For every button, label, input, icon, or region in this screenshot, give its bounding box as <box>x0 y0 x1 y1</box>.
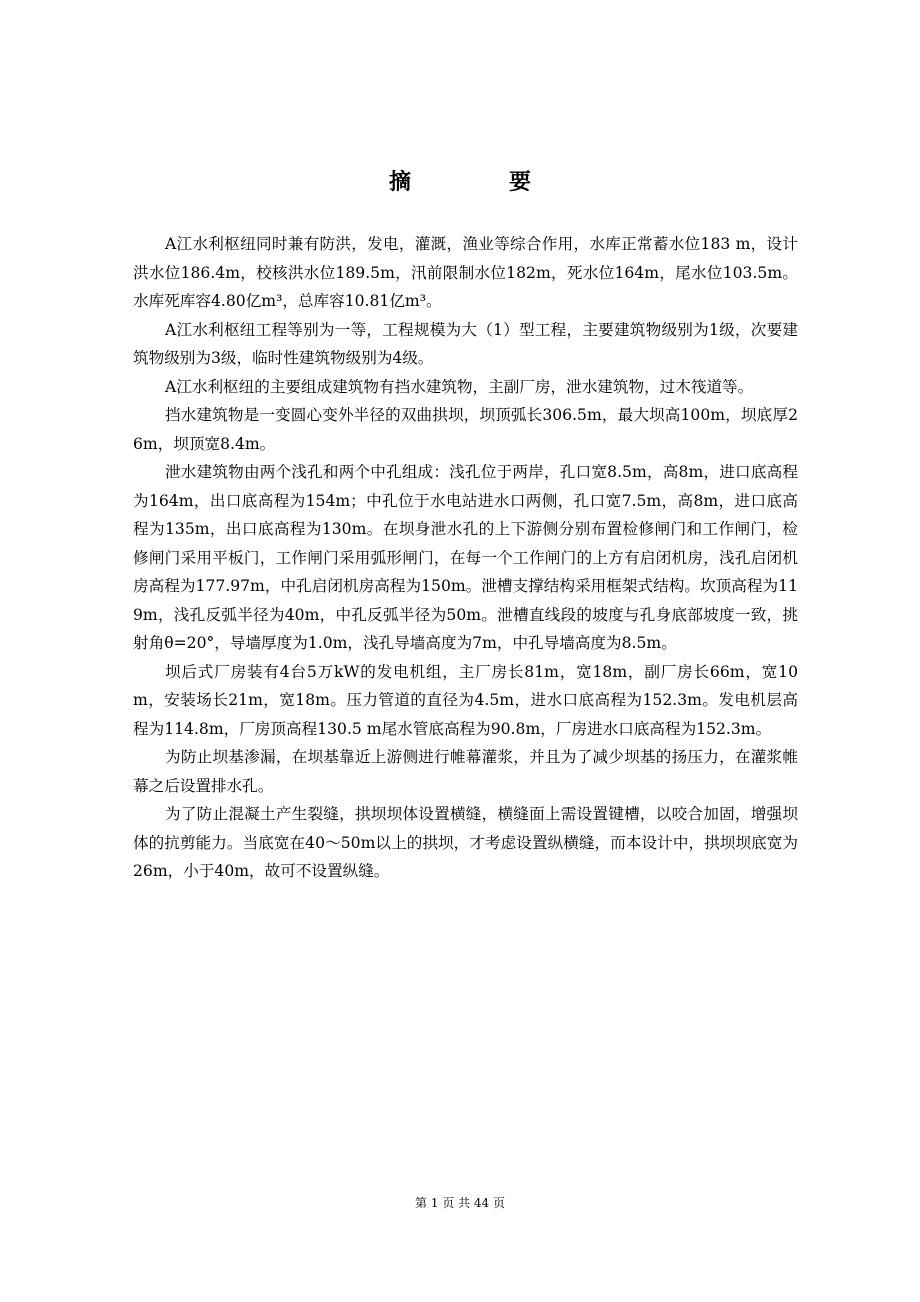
paragraph-dam: 挡水建筑物是一变圆心变外半径的双曲拱坝，坝顶弧长306.5m，最大坝高100m，坝底厚26m，坝顶宽8.4m。 <box>133 406 798 453</box>
page-number: 第 1 页 共 44 页 <box>415 1196 505 1210</box>
paragraph-spillway: 泄水建筑物由两个浅孔和两个中孔组成：浅孔位于两岸，孔口宽8.5m，高8m，进口底高程为164m，出口底高程为154m；中孔位于水电站进水口两侧，孔口宽7.5m，高8m，进口底高程为135m，出口底高程为130m。在坝身泄水孔的上下游侧分别布置检修闸门和工作闸门，检修闸门采用平板门，工作闸门采用弧形闸门，在每一个工作闸门的上方有启闭机房，浅孔启闭机房高程为177.97m，中孔启闭机房高程为150m。泄槽支撑结构采用框架式结构。坎顶高程为119m，浅孔反弧半径为40m，中孔反弧半径为50m。泄槽直线段的坡度与孔身底部坡度一致，挑射角θ=20°，导墙厚度为1.0m，浅孔导墙高度为7m，中孔导墙高度为8.5m。 <box>133 463 798 652</box>
page-title: 摘 要 <box>388 170 569 195</box>
paragraph-powerhouse: 坝后式厂房装有4台5万kW的发电机组，主厂房长81m，宽18m，副厂房长66m，宽10m，安装场长21m，宽18m。压力管道的直径为4.5m，进水口底高程为152.3m。发电机层高程为114.8m，厂房顶高程130.5 m尾水管底高程为90.8m，厂房进水口底高程为152.3m。 <box>133 662 798 738</box>
paragraph-seepage: 为防止坝基渗漏，在坝基靠近上游侧进行帷幕灌浆，并且为了减少坝基的扬压力，在灌浆帷幕之后设置排水孔。 <box>133 748 798 795</box>
paragraph-components: A江水利枢纽的主要组成建筑物有挡水建筑物，主副厂房，泄水建筑物，过木筏道等。 <box>165 377 754 396</box>
abstract-body <box>133 230 798 886</box>
paragraph-joints: 为了防止混凝土产生裂缝，拱坝坝体设置横缝，横缝面上需设置键槽，以咬合加固，增强坝体的抗剪能力。当底宽在40～50m以上的拱坝，才考虑设置纵横缝，而本设计中，拱坝坝底宽为26m，小于40m，故可不设置纵缝。 <box>133 805 798 880</box>
paragraph-overview: A江水利枢纽同时兼有防洪，发电，灌溉，渔业等综合作用，水库正常蓄水位183 m，设计洪水位186.4m，校核洪水位189.5m，汛前限制水位182m，死水位164m，尾水位103.5m。水库死库容4.80亿m³，总库容10.81亿m³。 <box>133 235 798 310</box>
paragraph-grade: A江水利枢纽工程等别为一等，工程规模为大（1）型工程，主要建筑物级别为1级，次要建筑物级别为3级，临时性建筑物级别为4级。 <box>133 320 798 367</box>
